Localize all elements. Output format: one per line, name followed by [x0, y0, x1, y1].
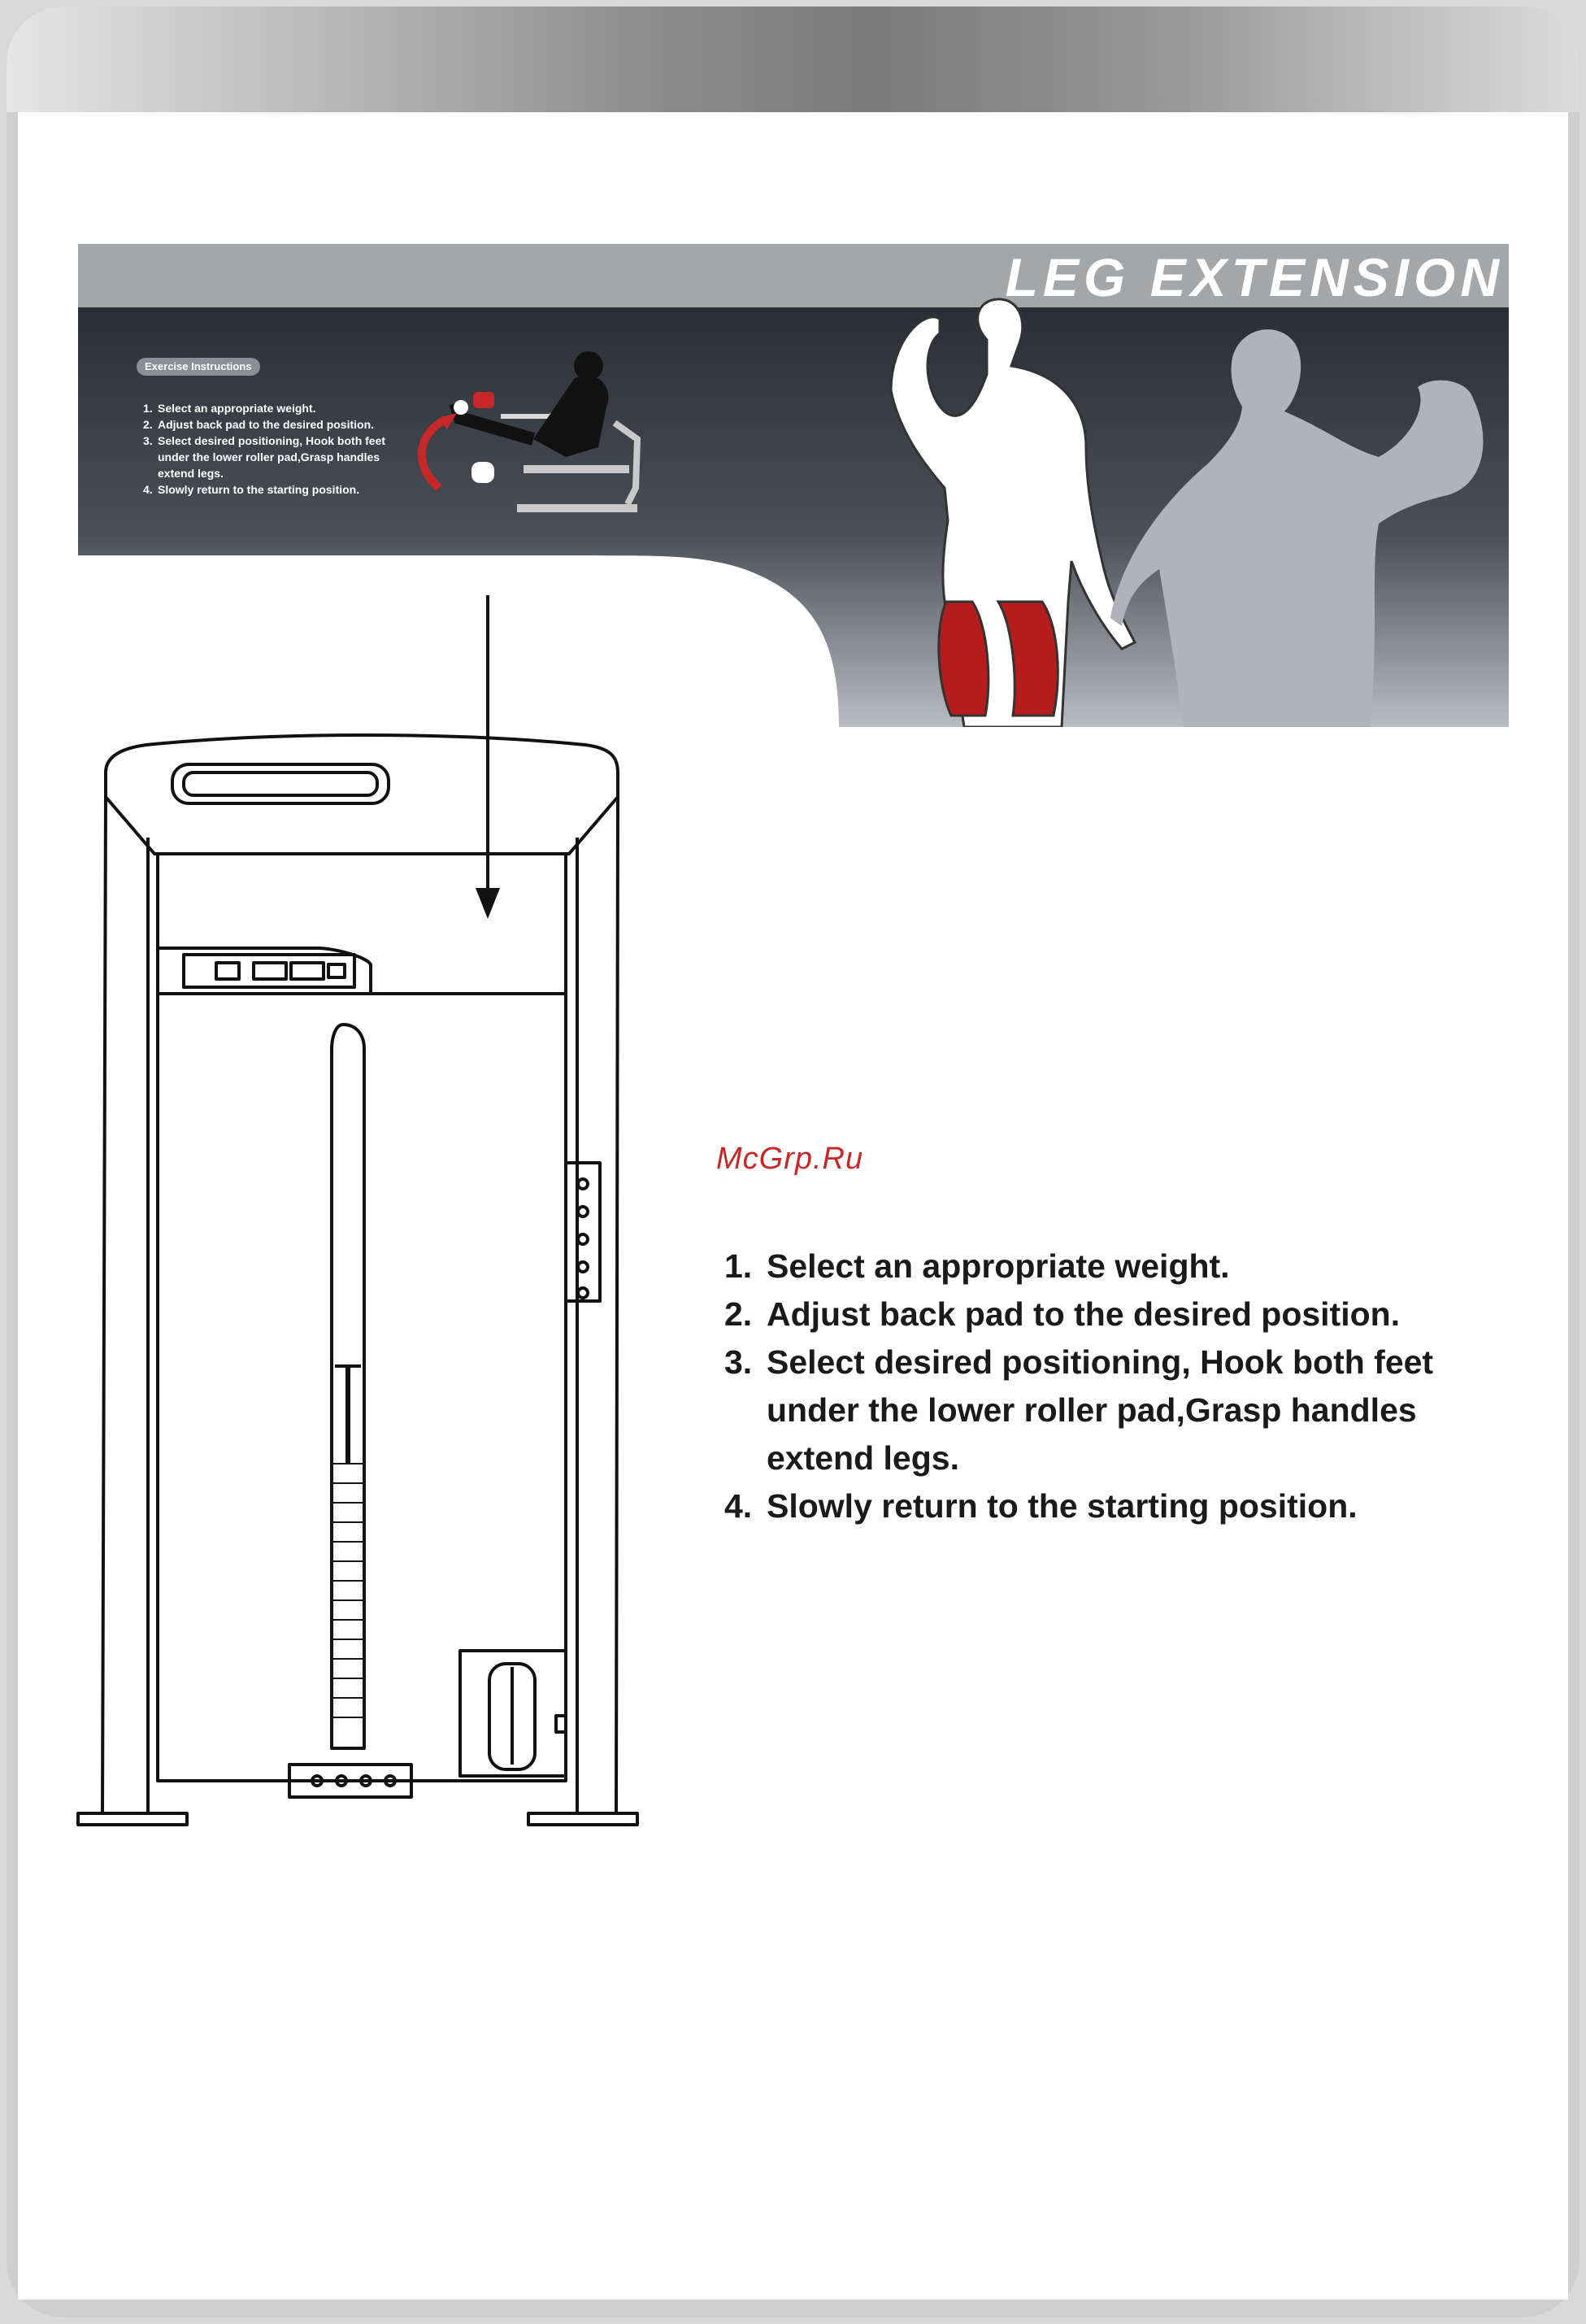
banner-title: LEG EXTENSION: [1005, 247, 1504, 307]
list-item: 4. Slowly return to the starting position.: [143, 483, 360, 496]
list-item: 4. Slowly return to the starting position.: [724, 1487, 1358, 1525]
top-gradient-bar: [7, 7, 1579, 112]
exercise-instruction-list: [724, 1243, 1521, 1530]
banner-instruction-list: [143, 400, 419, 498]
leg-extension-machine-drawing: [73, 594, 650, 1830]
watermark-text: McGrp.Ru: [716, 1142, 864, 1176]
list-item: 1. Select an appropriate weight.: [724, 1247, 1230, 1285]
list-item: 2. Adjust back pad to the desired position.: [724, 1295, 1401, 1333]
list-item: 1. Select an appropriate weight.: [143, 402, 316, 415]
list-item: 2. Adjust back pad to the desired position.: [143, 418, 375, 431]
list-item: 3. Select desired positioning, Hook both feet under the lower roller pad,Grasp handles extend legs.: [143, 434, 386, 480]
list-item: 3. Select desired positioning, Hook both feet under the lower roller pad,Grasp handles extend legs.: [724, 1343, 1434, 1477]
exercise-instructions-badge: Exercise Instructions: [137, 358, 260, 376]
